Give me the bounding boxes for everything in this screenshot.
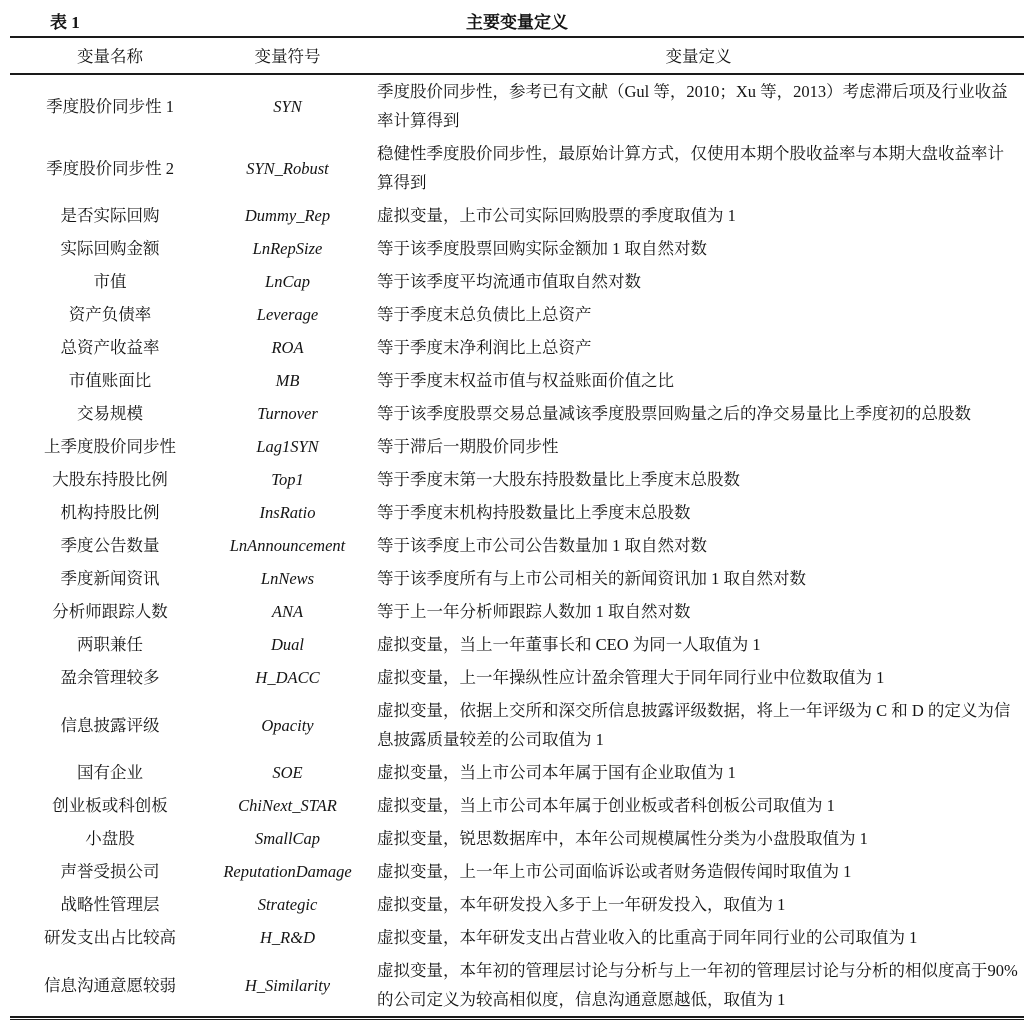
variable-name-cell: 季度新闻资讯 bbox=[60, 569, 160, 588]
variable-symbol-cell: ChiNext_STAR bbox=[238, 796, 337, 815]
variable-definition-cell: 虚拟变量，依据上交所和深交所信息披露评级数据，将上一年评级为 C 和 D 的定义为信息披露质量较差的公司取值为 1 bbox=[377, 701, 1011, 749]
table-number-label: 表 1 bbox=[50, 13, 80, 32]
variable-definition-cell: 虚拟变量，本年研发投入多于上一年研发投入，取值为 1 bbox=[377, 895, 786, 914]
variable-name-cell: 研发支出占比较高 bbox=[44, 928, 176, 947]
table-header bbox=[10, 37, 1024, 74]
variable-name-cell: 小盘股 bbox=[85, 829, 135, 848]
header-variable-name: 变量名称 bbox=[10, 37, 210, 74]
variable-name-cell: 两职兼任 bbox=[77, 635, 143, 654]
variable-definition-table bbox=[10, 36, 1024, 1016]
table-row bbox=[10, 529, 1024, 562]
table-row bbox=[10, 921, 1024, 954]
variable-symbol-cell: MB bbox=[275, 371, 300, 390]
table-row bbox=[10, 331, 1024, 364]
variable-name-cell: 信息披露评级 bbox=[60, 715, 160, 735]
table-row bbox=[10, 137, 1024, 199]
variable-symbol-cell: Turnover bbox=[257, 404, 318, 423]
variable-name-cell: 机构持股比例 bbox=[60, 503, 160, 522]
variable-definition-cell: 等于季度末净利润比上总资产 bbox=[377, 338, 592, 357]
variable-symbol-cell: H_DACC bbox=[255, 668, 320, 687]
variable-definition-cell: 等于该季度上市公司公告数量加 1 取自然对数 bbox=[377, 536, 707, 555]
table-row bbox=[10, 888, 1024, 921]
table-row bbox=[10, 430, 1024, 463]
table-row bbox=[10, 694, 1024, 756]
variable-definition-cell: 等于季度末总负债比上总资产 bbox=[377, 305, 592, 324]
table-row bbox=[10, 298, 1024, 331]
variable-name-cell: 季度股价同步性 1 bbox=[46, 96, 174, 116]
variable-symbol-cell: SOE bbox=[272, 763, 303, 782]
variable-definition-cell: 虚拟变量，上一年操纵性应计盈余管理大于同年同行业中位数取值为 1 bbox=[377, 668, 885, 687]
variable-name-cell: 声誉受损公司 bbox=[60, 862, 160, 881]
variable-definition-cell: 虚拟变量，当上一年董事长和 CEO 为同一人取值为 1 bbox=[377, 635, 761, 654]
variable-symbol-cell: ReputationDamage bbox=[223, 862, 352, 881]
table-row bbox=[10, 496, 1024, 529]
variable-name-cell: 国有企业 bbox=[77, 763, 143, 782]
variable-name-cell: 战略性管理层 bbox=[60, 895, 160, 914]
variable-definition-cell: 等于季度末权益市值与权益账面价值之比 bbox=[377, 371, 674, 390]
table-row bbox=[10, 364, 1024, 397]
variable-name-cell: 季度公告数量 bbox=[60, 536, 160, 555]
header-row bbox=[10, 37, 1024, 74]
variable-symbol-cell: SmallCap bbox=[254, 829, 321, 848]
variable-definition-cell: 虚拟变量，上一年上市公司面临诉讼或者财务造假传闻时取值为 1 bbox=[377, 862, 852, 881]
header-variable-definition: 变量定义 bbox=[365, 37, 1024, 74]
variable-symbol-cell: Leverage bbox=[256, 305, 319, 324]
variable-symbol-cell: LnCap bbox=[265, 272, 310, 291]
variable-name-cell: 大股东持股比例 bbox=[52, 470, 168, 489]
variable-definition-cell: 虚拟变量，本年研发支出占营业收入的比重高于同年同行业的公司取值为 1 bbox=[377, 928, 918, 947]
table-row bbox=[10, 265, 1024, 298]
variable-symbol-cell: Opacity bbox=[261, 715, 314, 735]
variable-name-cell: 是否实际回购 bbox=[60, 206, 160, 225]
table-caption-row bbox=[10, 5, 1024, 36]
variable-symbol-cell: LnNews bbox=[260, 569, 315, 588]
variable-symbol-cell: Dual bbox=[271, 635, 304, 654]
variable-symbol-cell: Strategic bbox=[257, 895, 318, 914]
table-row bbox=[10, 397, 1024, 430]
variable-symbol-cell: InsRatio bbox=[259, 503, 316, 522]
variable-definition-cell: 等于该季度股票回购实际金额加 1 取自然对数 bbox=[377, 239, 707, 258]
variable-name-cell: 季度股价同步性 2 bbox=[46, 158, 174, 178]
variable-symbol-cell: SYN bbox=[273, 96, 302, 116]
table-row bbox=[10, 199, 1024, 232]
variable-symbol-cell: H_Similarity bbox=[244, 975, 331, 995]
table-row bbox=[10, 562, 1024, 595]
variable-symbol-cell: ANA bbox=[271, 602, 304, 621]
variable-symbol-cell: LnRepSize bbox=[252, 239, 323, 258]
variable-name-cell: 上季度股价同步性 bbox=[44, 437, 176, 456]
variable-definition-cell: 虚拟变量，本年初的管理层讨论与分析与上一年初的管理层讨论与分析的相似度高于90%的公司定义为较高相似度，信息沟通意愿越低，取值为 1 bbox=[377, 961, 1018, 1009]
variable-name-cell: 市值 bbox=[93, 272, 127, 291]
table-row bbox=[10, 822, 1024, 855]
variable-name-cell: 盈余管理较多 bbox=[60, 668, 160, 687]
variable-name-cell: 资产负债率 bbox=[68, 305, 152, 324]
variable-definition-cell: 等于季度末机构持股数量比上季度末总股数 bbox=[377, 503, 691, 522]
variable-symbol-cell: H_R&D bbox=[260, 928, 315, 947]
table-row bbox=[10, 855, 1024, 888]
table-row bbox=[10, 232, 1024, 265]
variable-definition-cell: 虚拟变量，当上市公司本年属于创业板或者科创板公司取值为 1 bbox=[377, 796, 835, 815]
table-row bbox=[10, 954, 1024, 1016]
header-variable-symbol: 变量符号 bbox=[210, 37, 365, 74]
table-row bbox=[10, 628, 1024, 661]
variable-symbol-cell: Lag1SYN bbox=[256, 437, 319, 456]
variable-definition-cell: 等于季度末第一大股东持股数量比上季度末总股数 bbox=[377, 470, 740, 489]
variable-name-cell: 总资产收益率 bbox=[60, 338, 160, 357]
table-row bbox=[10, 756, 1024, 789]
variable-name-cell: 实际回购金额 bbox=[60, 239, 160, 258]
variable-definition-cell: 等于该季度平均流通市值取自然对数 bbox=[377, 272, 641, 291]
variable-definition-cell: 虚拟变量，当上市公司本年属于国有企业取值为 1 bbox=[377, 763, 736, 782]
table-body bbox=[10, 74, 1024, 1016]
variable-definition-cell: 季度股价同步性，参考已有文献（Gul 等，2010；Xu 等，2013）考虑滞后项及行业收益率计算得到 bbox=[377, 82, 1008, 130]
variable-symbol-cell: ROA bbox=[271, 338, 304, 357]
table-row bbox=[10, 595, 1024, 628]
variable-name-cell: 市值账面比 bbox=[68, 371, 152, 390]
variable-definition-cell: 虚拟变量，上市公司实际回购股票的季度取值为 1 bbox=[377, 206, 736, 225]
variable-definition-cell: 等于滞后一期股价同步性 bbox=[377, 437, 559, 456]
table-row bbox=[10, 789, 1024, 822]
table-row bbox=[10, 463, 1024, 496]
table-row bbox=[10, 661, 1024, 694]
variable-name-cell: 交易规模 bbox=[77, 404, 143, 423]
table-bottom-rule bbox=[10, 1016, 1024, 1020]
variable-definition-cell: 稳健性季度股价同步性，最原始计算方式，仅使用本期个股收益率与本期大盘收益率计算得到 bbox=[377, 144, 1004, 192]
variable-symbol-cell: SYN_Robust bbox=[246, 158, 329, 178]
table-title: 主要变量定义 bbox=[466, 13, 568, 32]
variable-symbol-cell: Top1 bbox=[271, 470, 304, 489]
variable-definition-cell: 等于该季度股票交易总量减该季度股票回购量之后的净交易量比上季度初的总股数 bbox=[377, 404, 971, 423]
variable-definition-cell: 虚拟变量，锐思数据库中，本年公司规模属性分类为小盘股取值为 1 bbox=[377, 829, 868, 848]
variable-definition-cell: 等于上一年分析师跟踪人数加 1 取自然对数 bbox=[377, 602, 691, 621]
variable-symbol-cell: Dummy_Rep bbox=[244, 206, 331, 225]
variable-name-cell: 分析师跟踪人数 bbox=[52, 602, 168, 621]
variable-definition-cell: 等于该季度所有与上市公司相关的新闻资讯加 1 取自然对数 bbox=[377, 569, 806, 588]
table-row bbox=[10, 74, 1024, 137]
variable-name-cell: 创业板或科创板 bbox=[52, 796, 168, 815]
variable-name-cell: 信息沟通意愿较弱 bbox=[44, 975, 176, 995]
variable-symbol-cell: LnAnnouncement bbox=[229, 536, 346, 555]
